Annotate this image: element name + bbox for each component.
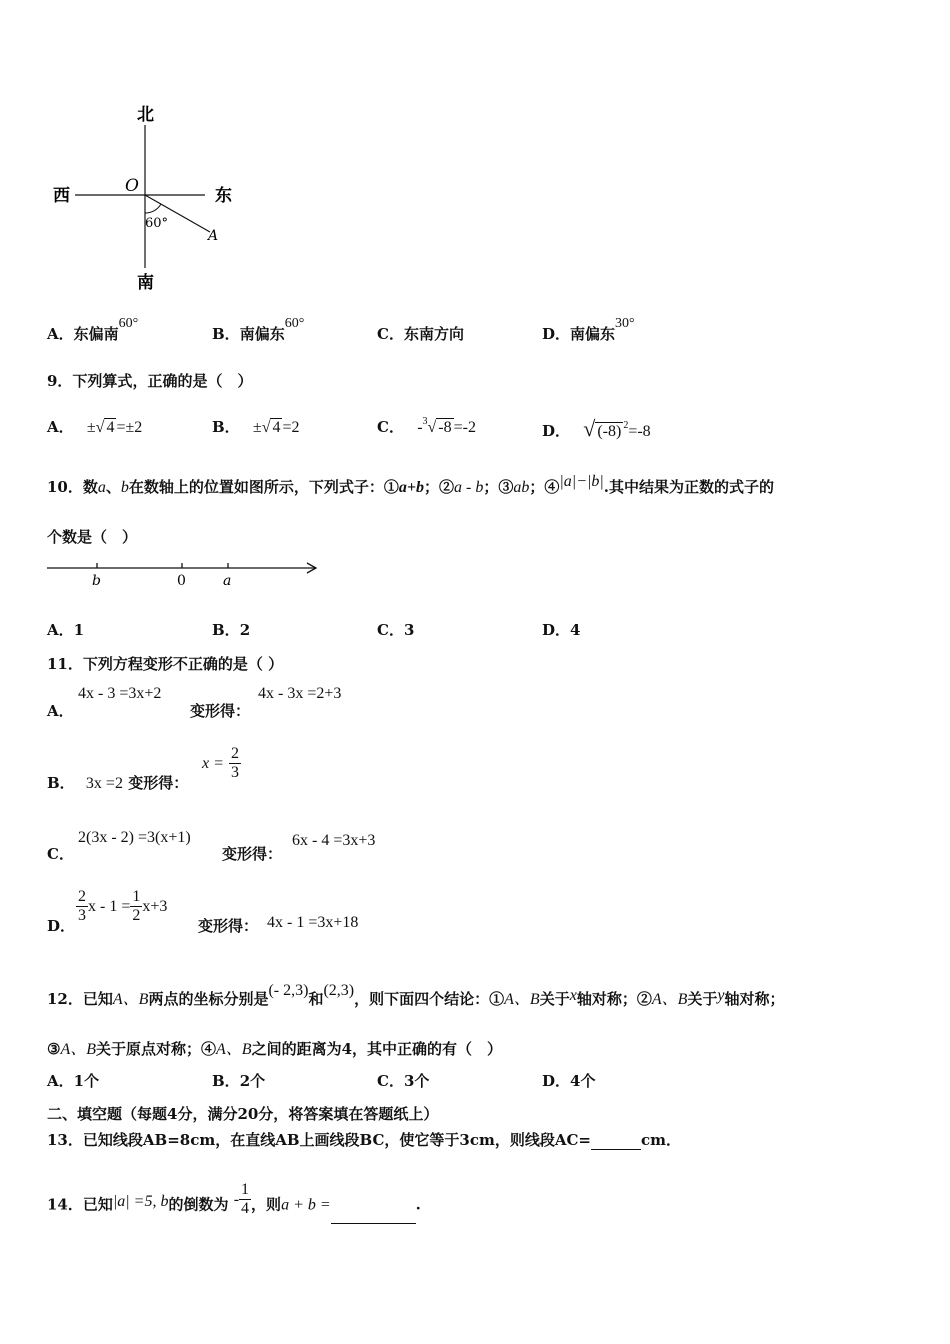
q9-c-rad: -8 xyxy=(438,419,452,436)
q11-option-b[interactable] xyxy=(47,772,188,793)
q10-a-label: A． xyxy=(47,621,74,639)
east-label: 东 xyxy=(215,186,232,206)
q9-a-rad: 4 xyxy=(106,419,115,436)
var-x: x xyxy=(569,987,577,1004)
q12-and: 和 xyxy=(308,990,324,1008)
q9-c-rhs: =-2 xyxy=(453,419,476,436)
denominator: 2 xyxy=(132,907,141,924)
q11-d-part-1: x - 1 = xyxy=(88,898,131,915)
q10-sep-2: ；③ xyxy=(483,478,514,496)
q11-stem: 11．下列方程变形不正确的是（ ） xyxy=(47,655,284,673)
q9-option-b[interactable] xyxy=(212,416,300,437)
q11-b-result xyxy=(202,745,241,782)
q10-sep-1: ；② xyxy=(424,478,455,496)
q11-d-transform-label: 变形得： xyxy=(198,917,259,935)
q10-sep: 、 xyxy=(105,478,121,496)
q12-text-9: 关于原点对称；④ xyxy=(96,1040,217,1058)
q11-d-fraction-1 xyxy=(76,888,88,925)
q8-a-text: 东偏南 xyxy=(73,325,119,343)
points-ab: A、B xyxy=(216,1041,252,1058)
q12-text-6: 关于 xyxy=(687,990,718,1008)
q12-text-8: ③ xyxy=(47,1040,61,1058)
q10-text-2: 在数轴上的位置如图所示，下列式子：① xyxy=(128,478,399,496)
q10-option-b[interactable] xyxy=(212,619,250,640)
q8-option-a[interactable] xyxy=(47,316,139,344)
west-label: 西 xyxy=(53,186,70,206)
q14-text-1: 14．已知 xyxy=(47,1195,113,1214)
q14-end: . xyxy=(415,1195,421,1214)
q8-a-label: A． xyxy=(47,325,74,343)
q11-b-result-lhs: x = xyxy=(202,755,224,772)
q12-text-2: 两点的坐标分别是 xyxy=(148,990,269,1008)
q11-b-label: B． xyxy=(47,774,75,792)
radical-icon: √ xyxy=(583,416,596,441)
q8-a-deg: 60° xyxy=(118,316,139,331)
angle-arc xyxy=(145,204,161,213)
q11-b-transform-label: 变形得： xyxy=(128,774,189,792)
q12-text-1: 12．已知 xyxy=(47,990,113,1008)
label-zero: 0 xyxy=(177,573,186,589)
points-ab: A、B xyxy=(651,991,688,1008)
q11-a-result: 4x - 3x =2+3 xyxy=(258,685,342,702)
q14-text-3: ，则 xyxy=(251,1195,282,1214)
q14-stem xyxy=(47,1181,421,1224)
q8-option-d[interactable] xyxy=(542,316,635,344)
numerator: 2 xyxy=(231,745,239,762)
numerator: 1 xyxy=(241,1181,250,1198)
q9-c-idx: 3 xyxy=(422,416,428,427)
q11-c-transform-label: 变形得： xyxy=(222,845,283,863)
points-ab: A、B xyxy=(112,991,149,1008)
q10-c-value: 3 xyxy=(403,621,415,639)
q12-text-7: 轴对称； xyxy=(724,990,785,1008)
numerator: 1 xyxy=(132,888,141,905)
radical-icon: √ xyxy=(427,419,437,436)
q10-d-label: D． xyxy=(542,621,571,639)
coord-2: (2,3) xyxy=(323,982,355,999)
q11-b-equation: 3x =2 xyxy=(85,775,123,792)
q10-c-label: C． xyxy=(377,621,404,639)
var-y: y xyxy=(717,987,725,1004)
points-ab: A、B xyxy=(60,1041,97,1058)
q14-fraction xyxy=(239,1181,251,1218)
expr-1: a+b xyxy=(398,479,425,496)
section-2-heading: 二、填空题（每题4分，满分20分，将答案填在答题纸上） xyxy=(47,1105,439,1123)
q11-a-label[interactable]: A． xyxy=(47,702,74,720)
q11-d-result: 4x - 1 =3x+18 xyxy=(267,914,359,931)
q9-option-a[interactable] xyxy=(47,416,142,437)
q12-c-value: 3个 xyxy=(403,1072,430,1090)
q14-text-2: 的倒数为 xyxy=(168,1195,229,1214)
var-a: a xyxy=(97,479,106,496)
q9-b-rhs: =2 xyxy=(282,419,300,436)
q9-c-label: C． xyxy=(377,418,404,436)
q10-a-value: 1 xyxy=(73,621,85,639)
q9-d-rhs: =-8 xyxy=(628,423,651,440)
q10-sep-3: ；④ xyxy=(529,478,560,496)
q11-c-label[interactable]: C． xyxy=(47,845,74,863)
q12-text-10: 之间的距离为4，其中正确的有（ ） xyxy=(251,1040,503,1058)
q8-b-deg: 60° xyxy=(284,316,305,331)
q9-option-d[interactable] xyxy=(542,416,651,442)
radical-icon: √ xyxy=(261,419,271,436)
q8-d-text: 南偏东 xyxy=(570,325,616,343)
q12-b-label: B． xyxy=(212,1072,240,1090)
expr-4: |a|−|b| xyxy=(559,473,604,490)
q13-stem xyxy=(47,1129,681,1150)
q10-option-d[interactable] xyxy=(542,619,580,640)
q11-d-equation xyxy=(76,888,167,925)
q8-c-text: 东南方向 xyxy=(403,325,464,343)
q12-option-b[interactable] xyxy=(212,1070,265,1091)
q11-b-fraction xyxy=(229,745,241,782)
q10-d-value: 4 xyxy=(570,621,581,639)
q12-stem-line2 xyxy=(47,1036,502,1059)
q12-a-label: A． xyxy=(47,1072,74,1090)
q8-c-label: C． xyxy=(377,325,404,343)
q8-b-label: B． xyxy=(212,325,240,343)
radical-icon: √ xyxy=(95,419,105,436)
q12-text-5: 轴对称；② xyxy=(576,990,652,1008)
point-a-label: A xyxy=(208,228,219,244)
q10-option-a[interactable] xyxy=(47,619,84,640)
q10-stem-line1 xyxy=(47,473,775,497)
q11-d-part-2: x+3 xyxy=(142,898,168,915)
q8-d-deg: 30° xyxy=(615,316,635,331)
q11-d-label[interactable]: D． xyxy=(47,917,76,935)
coord-1: (- 2,3) xyxy=(268,982,309,999)
label-b: b xyxy=(92,573,101,589)
q11-a-equation: 4x - 3 =3x+2 xyxy=(78,685,162,702)
q12-c-label: C． xyxy=(377,1072,404,1090)
q9-d-exp: 2 xyxy=(623,420,629,431)
q12-b-value: 2个 xyxy=(239,1072,266,1090)
q9-stem: 9．下列算式，正确的是（ ） xyxy=(47,372,253,390)
q10-b-value: 2 xyxy=(239,621,251,639)
q9-d-label: D． xyxy=(542,422,571,440)
numerator: 2 xyxy=(78,888,86,905)
number-line xyxy=(45,556,325,590)
q8-d-label: D． xyxy=(542,325,571,343)
q12-d-value: 4个 xyxy=(570,1072,596,1090)
q13-text: 13．已知线段AB=8cm，在直线AB上画线段BC，使它等于3cm，则线段AC= xyxy=(47,1131,592,1149)
q10-option-c[interactable] xyxy=(377,619,414,640)
denominator: 4 xyxy=(241,1200,250,1217)
q11-c-result: 6x - 4 =3x+3 xyxy=(292,832,376,849)
q12-text-4: 关于 xyxy=(539,990,570,1008)
q11-a-transform-label: 变形得： xyxy=(190,702,251,720)
origin-label: O xyxy=(125,176,139,196)
q10-text-3: .其中结果为正数的式子的 xyxy=(603,478,775,496)
q12-option-c[interactable] xyxy=(377,1070,429,1091)
q10-text-1: 10．数 xyxy=(47,478,98,496)
q12-stem-line1 xyxy=(47,982,785,1009)
q13-unit: cm． xyxy=(641,1131,682,1149)
q9-b-label: B． xyxy=(212,418,240,436)
points-ab: A、B xyxy=(504,991,540,1008)
q14-answer-blank[interactable] xyxy=(331,1207,416,1224)
q12-a-value: 1个 xyxy=(73,1072,100,1090)
q12-text-3: ，则下面四个结论：① xyxy=(354,990,505,1008)
q9-b-pm: ± xyxy=(252,419,262,436)
q9-c-neg: - xyxy=(417,419,423,436)
q12-option-d[interactable] xyxy=(542,1070,595,1091)
q8-option-c[interactable] xyxy=(377,323,464,344)
expr-2: a - b xyxy=(454,479,484,496)
q9-a-label: A． xyxy=(47,418,74,436)
q14-expr: a + b = xyxy=(281,1196,331,1214)
q12-d-label: D． xyxy=(542,1072,571,1090)
q8-b-text: 南偏东 xyxy=(239,325,285,343)
denominator: 3 xyxy=(231,764,239,781)
q11-c-equation: 2(3x - 2) =3(x+1) xyxy=(78,829,191,846)
q9-d-rad: (-8) xyxy=(597,423,622,440)
q9-a-rhs: =±2 xyxy=(116,419,143,436)
expr-3: ab xyxy=(513,479,530,496)
q10-b-label: B． xyxy=(212,621,240,639)
var-b: b xyxy=(120,479,129,496)
label-a: a xyxy=(223,573,232,589)
q9-a-pm: ± xyxy=(86,419,96,436)
q9-b-rad: 4 xyxy=(272,419,281,436)
q13-answer-blank[interactable] xyxy=(591,1133,641,1150)
angle-label: 60° xyxy=(145,216,169,231)
north-label: 北 xyxy=(137,105,154,125)
q9-option-c[interactable] xyxy=(377,416,476,437)
q14-abs-expr: |a| =5, b xyxy=(112,1192,169,1210)
q12-option-a[interactable] xyxy=(47,1070,99,1091)
q11-d-fraction-2 xyxy=(130,888,142,925)
q14-negative: - xyxy=(233,1190,240,1208)
south-label: 南 xyxy=(137,273,154,293)
q8-option-b[interactable] xyxy=(212,316,305,344)
direction-figure xyxy=(45,100,265,295)
q10-stem-line2: 个数是（ ） xyxy=(47,528,138,546)
denominator: 3 xyxy=(78,907,86,924)
